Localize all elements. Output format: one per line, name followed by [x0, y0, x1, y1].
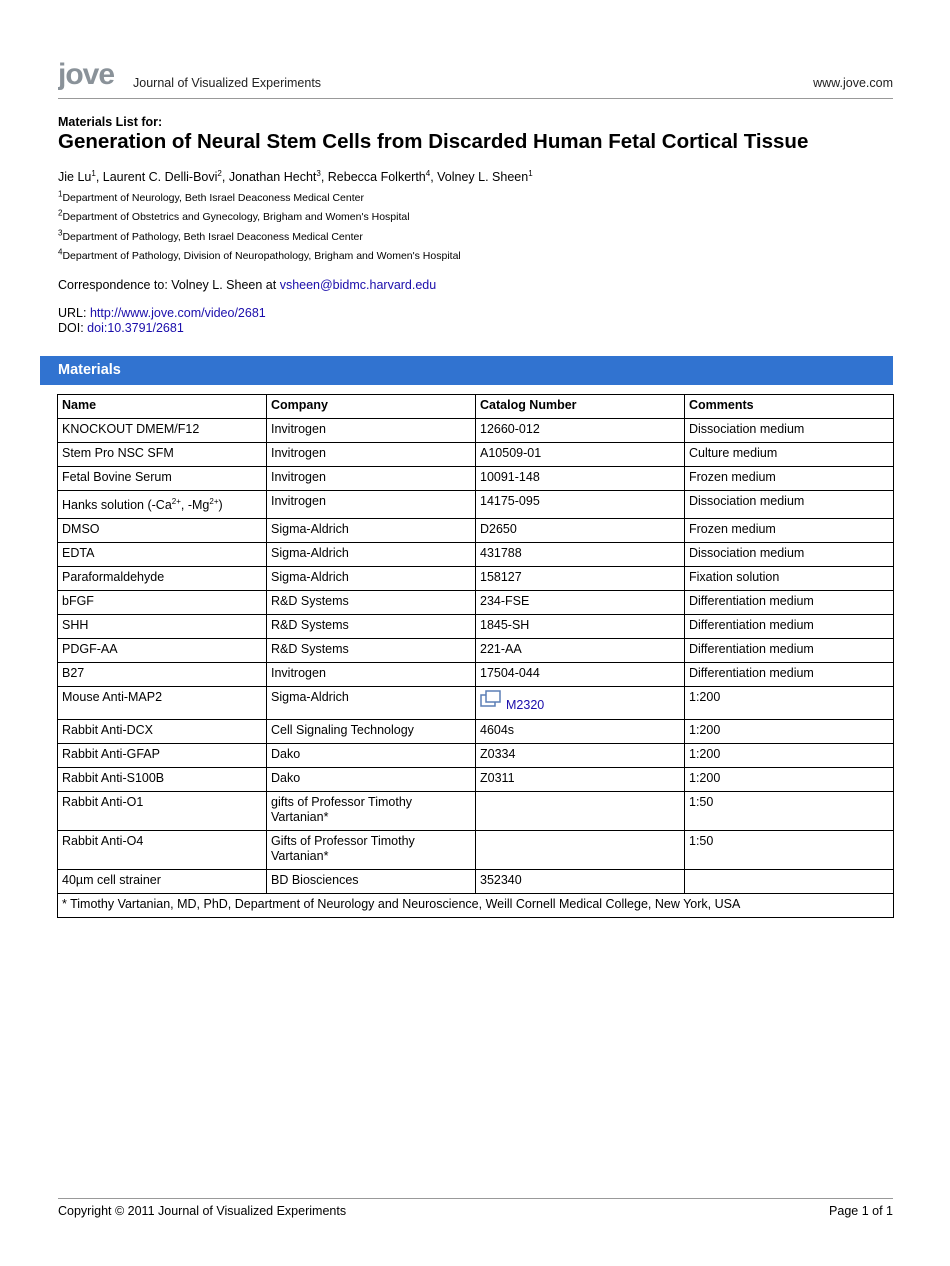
author-name: Rebecca Folkerth [327, 170, 426, 184]
correspondence-email-link[interactable]: vsheen@bidmc.harvard.edu [279, 278, 437, 292]
cell-name: Rabbit Anti-O4 [58, 831, 267, 870]
cell-company: Gifts of Professor Timothy Vartanian* [267, 831, 476, 870]
page-footer [58, 1198, 893, 1218]
cell-name: Mouse Anti-MAP2 [58, 687, 267, 720]
table-row [58, 591, 894, 615]
cell-comments: Frozen medium [685, 519, 894, 543]
cell-catalog: A10509-01 [476, 443, 685, 467]
cell-company: Sigma-Aldrich [267, 687, 476, 720]
cell-name: DMSO [58, 519, 267, 543]
cell-company: R&D Systems [267, 591, 476, 615]
correspondence-label: Correspondence to: Volney L. Sheen at [58, 278, 280, 292]
materials-list-label: Materials List for: [58, 115, 163, 129]
cell-catalog [476, 831, 685, 870]
cell-company: Cell Signaling Technology [267, 720, 476, 744]
cell-company: Sigma-Aldrich [267, 567, 476, 591]
cell-catalog: 1845-SH [476, 615, 685, 639]
svg-text:jove: jove [58, 60, 115, 91]
cell-company: Invitrogen [267, 419, 476, 443]
cell-company: Invitrogen [267, 443, 476, 467]
table-row [58, 443, 894, 467]
cell-comments: Differentiation medium [685, 615, 894, 639]
column-header-comments: Comments [685, 395, 894, 419]
hanks-text: Hanks solution (-Ca [62, 498, 172, 512]
affiliation [58, 228, 363, 243]
author-name: Jie Lu [58, 170, 92, 184]
cell-catalog: 221-AA [476, 639, 685, 663]
table-row [58, 663, 894, 687]
author-affiliation-number: 1 [91, 168, 96, 178]
site-url[interactable]: www.jove.com [813, 76, 893, 90]
cell-name: bFGF [58, 591, 267, 615]
cell-comments: Differentiation medium [685, 639, 894, 663]
cell-catalog [476, 792, 685, 831]
cell-catalog: D2650 [476, 519, 685, 543]
cell-catalog: Z0311 [476, 768, 685, 792]
cell-catalog: 431788 [476, 543, 685, 567]
cell-catalog: 10091-148 [476, 467, 685, 491]
affiliation-text: Department of Pathology, Beth Israel Deaconess Medical Center [62, 231, 363, 243]
hanks-text: , -Mg [180, 498, 210, 512]
author-name: Volney L. Sheen [437, 170, 529, 184]
table-row [58, 744, 894, 768]
materials-section-header [40, 356, 893, 385]
superscript: 2+ [171, 496, 181, 506]
table-footnote: * Timothy Vartanian, MD, PhD, Department of Neurology and Neuroscience, Weill Cornell Medical College, New York, USA [58, 894, 894, 918]
cell-name: 40µm cell strainer [58, 870, 267, 894]
cell-catalog: 4604s [476, 720, 685, 744]
cell-comments: Differentiation medium [685, 591, 894, 615]
author-name: Laurent C. Delli-Bovi [102, 170, 218, 184]
affiliation-number: 3 [58, 228, 63, 238]
table-row [58, 491, 894, 519]
affiliation-text: Department of Neurology, Beth Israel Deaconess Medical Center [62, 192, 364, 204]
cell-company: Invitrogen [267, 663, 476, 687]
page-header [58, 56, 893, 99]
hanks-text: ) [218, 498, 223, 512]
cell-company: Sigma-Aldrich [267, 519, 476, 543]
journal-name: Journal of Visualized Experiments [133, 76, 322, 90]
cell-comments: 1:200 [685, 687, 894, 720]
catalog-number-link[interactable]: M2320 [506, 698, 545, 712]
cell-name: Fetal Bovine Serum [58, 467, 267, 491]
cell-company: BD Biosciences [267, 870, 476, 894]
table-row [58, 639, 894, 663]
cell-catalog: 352340 [476, 870, 685, 894]
cell-comments: Dissociation medium [685, 419, 894, 443]
affiliation [58, 247, 461, 262]
cell-comments: 1:50 [685, 831, 894, 870]
section-title: Materials [58, 362, 121, 378]
table-header-row [58, 395, 894, 419]
cell-comments: Differentiation medium [685, 663, 894, 687]
author-affiliation-number: 3 [316, 168, 321, 178]
cell-name: Rabbit Anti-GFAP [58, 744, 267, 768]
table-row [58, 792, 894, 831]
cell-comments: 1:200 [685, 768, 894, 792]
doi-link[interactable]: doi:10.3791/2681 [87, 321, 184, 335]
url-line [58, 306, 266, 320]
cell-name: Rabbit Anti-DCX [58, 720, 267, 744]
affiliation-text: Department of Pathology, Division of Neuropathology, Brigham and Women's Hospital [62, 250, 461, 262]
cell-comments: 1:200 [685, 720, 894, 744]
cell-company: Sigma-Aldrich [267, 543, 476, 567]
cell-name: SHH [58, 615, 267, 639]
table-row [58, 519, 894, 543]
cell-comments: Frozen medium [685, 467, 894, 491]
cell-comments: 1:50 [685, 792, 894, 831]
page-title: Generation of Neural Stem Cells from Discarded Human Fetal Cortical Tissue [58, 130, 809, 153]
jove-logo [58, 60, 126, 96]
author-affiliation-number: 1 [528, 168, 533, 178]
cell-catalog: 234-FSE [476, 591, 685, 615]
cell-company: Dako [267, 744, 476, 768]
cell-company: R&D Systems [267, 615, 476, 639]
table-row [58, 870, 894, 894]
cell-company: Dako [267, 768, 476, 792]
table-row [58, 543, 894, 567]
cell-name: EDTA [58, 543, 267, 567]
cell-company: Invitrogen [267, 491, 476, 519]
cell-name: Stem Pro NSC SFM [58, 443, 267, 467]
affiliation-number: 4 [58, 247, 63, 257]
video-url-link[interactable]: http://www.jove.com/video/2681 [89, 306, 266, 320]
doi-line [58, 321, 184, 335]
table-row [58, 687, 894, 720]
copyright: Copyright © 2011 Journal of Visualized Experiments [58, 1204, 347, 1218]
cell-comments: Culture medium [685, 443, 894, 467]
author-affiliation-number: 2 [217, 168, 222, 178]
affiliation [58, 208, 410, 223]
table-footnote-row [58, 894, 894, 918]
column-header-company: Company [267, 395, 476, 419]
table-row [58, 567, 894, 591]
cell-name: Rabbit Anti-O1 [58, 792, 267, 831]
cell-name: KNOCKOUT DMEM/F12 [58, 419, 267, 443]
cell-comments: Fixation solution [685, 567, 894, 591]
column-header-name: Name [58, 395, 267, 419]
table-row [58, 720, 894, 744]
affiliation-number: 1 [58, 189, 63, 199]
cell-name [58, 491, 267, 519]
superscript: 2+ [209, 496, 219, 506]
materials-table [57, 394, 894, 918]
external-link-icon[interactable] [480, 690, 502, 708]
cell-comments: 1:200 [685, 744, 894, 768]
cell-name: Paraformaldehyde [58, 567, 267, 591]
author-list: Jie Lu$^1$, Laurent C. Delli-Bovi$^2$, Jonathan Hecht$^3$, Rebecca Folkerth$^4$, Volney L. Sheen$^1$ [58, 168, 533, 184]
cell-name: Rabbit Anti-S100B [58, 768, 267, 792]
cell-catalog: 14175-095 [476, 491, 685, 519]
doi-label: DOI: [58, 321, 88, 335]
url-label: URL: [58, 306, 90, 320]
column-header-catalog: Catalog Number [476, 395, 685, 419]
cell-company: gifts of Professor Timothy Vartanian* [267, 792, 476, 831]
cell-comments: Dissociation medium [685, 491, 894, 519]
affiliation-text: Department of Obstetrics and Gynecology, Brigham and Women's Hospital [62, 211, 410, 223]
affiliation [58, 189, 364, 204]
author-affiliation-number: 4 [425, 168, 431, 178]
cell-name: B27 [58, 663, 267, 687]
cell-catalog [476, 687, 685, 720]
cell-comments [685, 870, 894, 894]
cell-comments: Dissociation medium [685, 543, 894, 567]
table-row [58, 467, 894, 491]
table-row [58, 419, 894, 443]
cell-name: PDGF-AA [58, 639, 267, 663]
correspondence [58, 278, 436, 292]
cell-catalog: 158127 [476, 567, 685, 591]
author-name: Jonathan Hecht [228, 170, 317, 184]
cell-company: R&D Systems [267, 639, 476, 663]
affiliation-number: 2 [58, 208, 63, 218]
table-row [58, 615, 894, 639]
cell-catalog: 12660-012 [476, 419, 685, 443]
cell-catalog: Z0334 [476, 744, 685, 768]
cell-company: Invitrogen [267, 467, 476, 491]
cell-catalog: 17504-044 [476, 663, 685, 687]
page-number: Page 1 of 1 [829, 1204, 893, 1218]
table-row [58, 768, 894, 792]
table-row [58, 831, 894, 870]
